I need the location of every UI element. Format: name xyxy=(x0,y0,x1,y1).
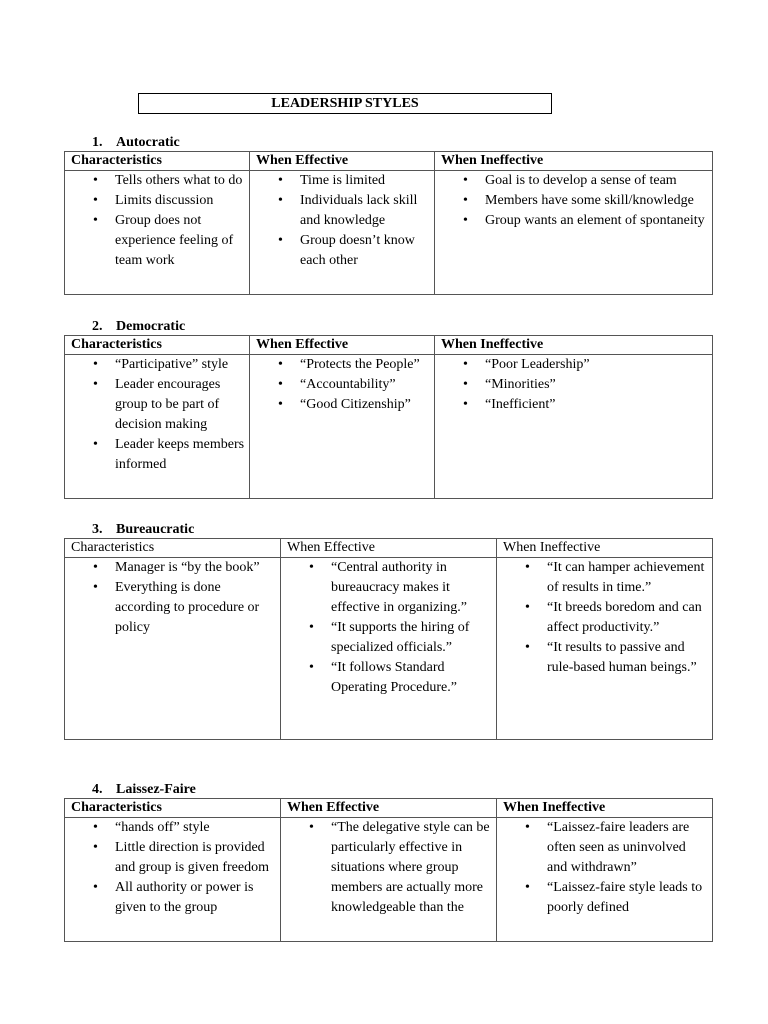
header-when-effective: When Effective xyxy=(250,152,435,171)
list-item: • Group does not experience feeling of team work xyxy=(65,211,249,271)
list-item: • “It supports the hiring of specialized officials.” xyxy=(281,618,496,658)
list-item: • Goal is to develop a sense of team xyxy=(435,171,712,191)
section-laissez-faire xyxy=(64,781,712,942)
table-row xyxy=(65,355,713,499)
list-item: • Limits discussion xyxy=(65,191,249,211)
header-when-ineffective: When Ineffective xyxy=(497,799,713,818)
section-name: Laissez-Faire xyxy=(116,782,196,797)
list-item: • “It follows Standard Operating Procedure.” xyxy=(281,658,496,698)
section-number: 4. xyxy=(92,782,103,797)
header-characteristics: Characteristics xyxy=(65,539,281,558)
when-ineffective-cell xyxy=(497,818,713,942)
when-effective-cell xyxy=(281,558,497,740)
header-row xyxy=(65,336,713,355)
section-number: 3. xyxy=(92,522,103,537)
header-characteristics: Characteristics xyxy=(65,152,250,171)
list-item: • All authority or power is given to the group xyxy=(65,878,280,918)
list-item: • Everything is done according to procedure or policy xyxy=(65,578,280,638)
list-item: • “It breeds boredom and can affect productivity.” xyxy=(497,598,712,638)
when-ineffective-cell xyxy=(435,171,713,295)
list-item: • Group wants an element of spontaneity xyxy=(435,211,712,231)
header-when-ineffective: When Ineffective xyxy=(435,152,713,171)
section-heading xyxy=(92,781,712,798)
section-heading xyxy=(92,318,712,335)
header-row xyxy=(65,152,713,171)
section-bureaucratic xyxy=(64,521,712,740)
list-item: • Little direction is provided and group is given freedom xyxy=(65,838,280,878)
when-effective-cell xyxy=(250,171,435,295)
section-number: 1. xyxy=(92,135,103,150)
list-item: • “hands off” style xyxy=(65,818,280,838)
characteristics-cell xyxy=(65,558,281,740)
democratic-table xyxy=(64,335,713,499)
document-title: LEADERSHIP STYLES xyxy=(138,93,552,114)
list-item: • “Accountability” xyxy=(250,375,434,395)
list-item: • “Good Citizenship” xyxy=(250,395,434,415)
when-ineffective-cell xyxy=(435,355,713,499)
header-when-effective: When Effective xyxy=(281,539,497,558)
bureaucratic-table xyxy=(64,538,713,740)
section-name: Bureaucratic xyxy=(116,522,195,537)
list-item: • Manager is “by the book” xyxy=(65,558,280,578)
section-number: 2. xyxy=(92,319,103,334)
header-when-ineffective: When Ineffective xyxy=(435,336,713,355)
table-row xyxy=(65,818,713,942)
list-item: • Members have some skill/knowledge xyxy=(435,191,712,211)
when-effective-cell xyxy=(281,818,497,942)
list-item: • Group doesn’t know each other xyxy=(250,231,434,271)
list-item: • “It can hamper achievement of results in time.” xyxy=(497,558,712,598)
list-item: • “Laissez-faire style leads to poorly defined xyxy=(497,878,712,918)
section-heading xyxy=(92,134,712,151)
list-item: • “Participative” style xyxy=(65,355,249,375)
list-item: • “Protects the People” xyxy=(250,355,434,375)
section-name: Autocratic xyxy=(116,135,180,150)
header-row xyxy=(65,799,713,818)
list-item: • “It results to passive and rule-based human beings.” xyxy=(497,638,712,678)
characteristics-cell xyxy=(65,818,281,942)
list-item: • Individuals lack skill and knowledge xyxy=(250,191,434,231)
header-when-ineffective: When Ineffective xyxy=(497,539,713,558)
header-row xyxy=(65,539,713,558)
header-when-effective: When Effective xyxy=(250,336,435,355)
list-item: • Leader keeps members informed xyxy=(65,435,249,475)
when-ineffective-cell xyxy=(497,558,713,740)
characteristics-cell xyxy=(65,171,250,295)
autocratic-table xyxy=(64,151,713,295)
list-item: • Tells others what to do xyxy=(65,171,249,191)
table-row xyxy=(65,171,713,295)
header-characteristics: Characteristics xyxy=(65,799,281,818)
laissez-faire-table xyxy=(64,798,713,942)
list-item: • Time is limited xyxy=(250,171,434,191)
section-heading xyxy=(92,521,712,538)
list-item: • “Minorities” xyxy=(435,375,712,395)
list-item: • “Central authority in bureaucracy makes it effective in organizing.” xyxy=(281,558,496,618)
list-item: • “Poor Leadership” xyxy=(435,355,712,375)
list-item: • “Laissez-faire leaders are often seen as uninvolved and withdrawn” xyxy=(497,818,712,878)
list-item: • “Inefficient” xyxy=(435,395,712,415)
list-item: • Leader encourages group to be part of decision making xyxy=(65,375,249,435)
header-characteristics: Characteristics xyxy=(65,336,250,355)
section-name: Democratic xyxy=(116,319,186,334)
section-democratic xyxy=(64,318,712,499)
list-item: • “The delegative style can be particularly effective in situations where group members are actually more knowledgeable than the xyxy=(281,818,496,918)
section-autocratic xyxy=(64,134,712,295)
header-when-effective: When Effective xyxy=(281,799,497,818)
table-row xyxy=(65,558,713,740)
characteristics-cell xyxy=(65,355,250,499)
when-effective-cell xyxy=(250,355,435,499)
